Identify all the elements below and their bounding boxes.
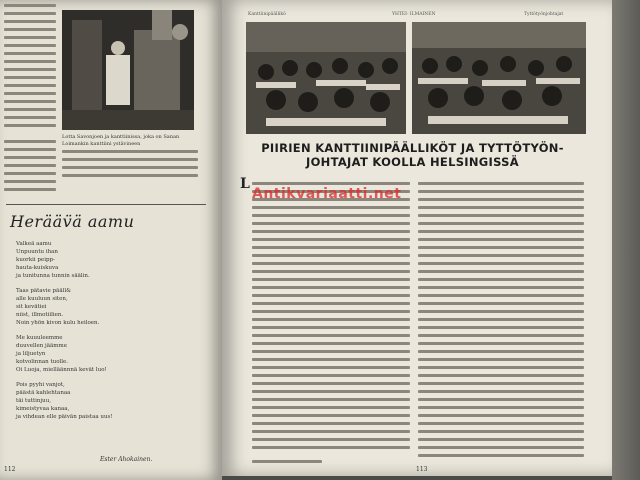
poem-line: Unpuuntu ihan (16, 249, 58, 255)
poem-line: niist, illmotiilien. (16, 312, 64, 318)
poem-stanza-4 (16, 381, 196, 421)
poem-line: ja vihdean elle päivän paistaa uus! (16, 414, 113, 420)
poem-line: hauta-kuiskuva (16, 265, 59, 271)
left-page-number: 112 (4, 466, 16, 473)
poem-stanza-3 (16, 334, 196, 374)
poem-line: ja tunitunna tunnin säälin. (16, 273, 90, 279)
poem-line: täi tuttinjuu, (16, 398, 52, 404)
poem-line: alle kuuluun siten, (16, 296, 68, 302)
watermark: Antikvariaatti.net (252, 186, 402, 202)
left-middle-text-column (4, 140, 56, 196)
poem-line: sit kevätiei (16, 304, 47, 310)
poem-line: Oi Luoja, mielläännnä kevät luo! (16, 367, 107, 373)
caption-body (62, 150, 198, 182)
poem-line: Noin yhön kivon kulu heiloen. (16, 320, 100, 326)
poem-line: ja liljuetyn (16, 351, 46, 357)
poem-line: kotvolinnan tuolle. (16, 359, 69, 365)
poem-line: kuorkii peipp- (16, 257, 55, 263)
poem-stanza-1 (16, 240, 196, 280)
article-column-left (252, 182, 410, 454)
meeting-photo-left (246, 22, 406, 134)
left-page (0, 0, 222, 480)
poem-line: päästä kahlehtanaa (16, 390, 71, 396)
canteen-photo (62, 10, 194, 130)
poem-line: kimeistyvaa kanaa, (16, 406, 70, 412)
poem-line: Me kuuuleemme (16, 335, 63, 341)
drop-cap: L (240, 176, 250, 192)
meeting-photo-right (412, 22, 586, 134)
poem-line: Valkeä aamu (16, 241, 52, 247)
article-column-right (418, 182, 584, 462)
running-head-right: Tyttötyönjohtajat (524, 12, 564, 17)
poem-body (16, 240, 196, 428)
right-page-number: 113 (416, 466, 428, 473)
running-head-center: YHTEI- ILMAINEN (392, 12, 436, 17)
back-cover-edge (612, 0, 640, 480)
poem-title: Herääv̈ä aamu (10, 212, 135, 231)
poem-line: Taas pätavie pääll& (16, 288, 72, 294)
poem-stanza-2 (16, 287, 196, 327)
left-top-text-column (4, 4, 56, 132)
headline-line-2: JOHTAJAT KOOLLA HELSINGISSÄ (306, 155, 519, 169)
headline-line-1: PIIRIEN KANTTIINIPÄÄLLIKÖT JA TYTTÖTYÖN- (261, 141, 564, 155)
article-headline (240, 141, 585, 169)
poem-line: duuvellen jäämme (16, 343, 67, 349)
photo-caption: Lotta Savonjoen ja kanttiinissa, joka on Sanan Loimankin kanttiini ystävineen (62, 134, 180, 147)
article-column-left-end (252, 460, 322, 468)
poem-rule-top (6, 204, 206, 205)
running-head-left: Kanttiinipäällikö (248, 12, 286, 17)
poem-line: Pois pyyhi vanjot, (16, 382, 65, 388)
poem-author: Ester Ahokainen. (100, 456, 153, 463)
